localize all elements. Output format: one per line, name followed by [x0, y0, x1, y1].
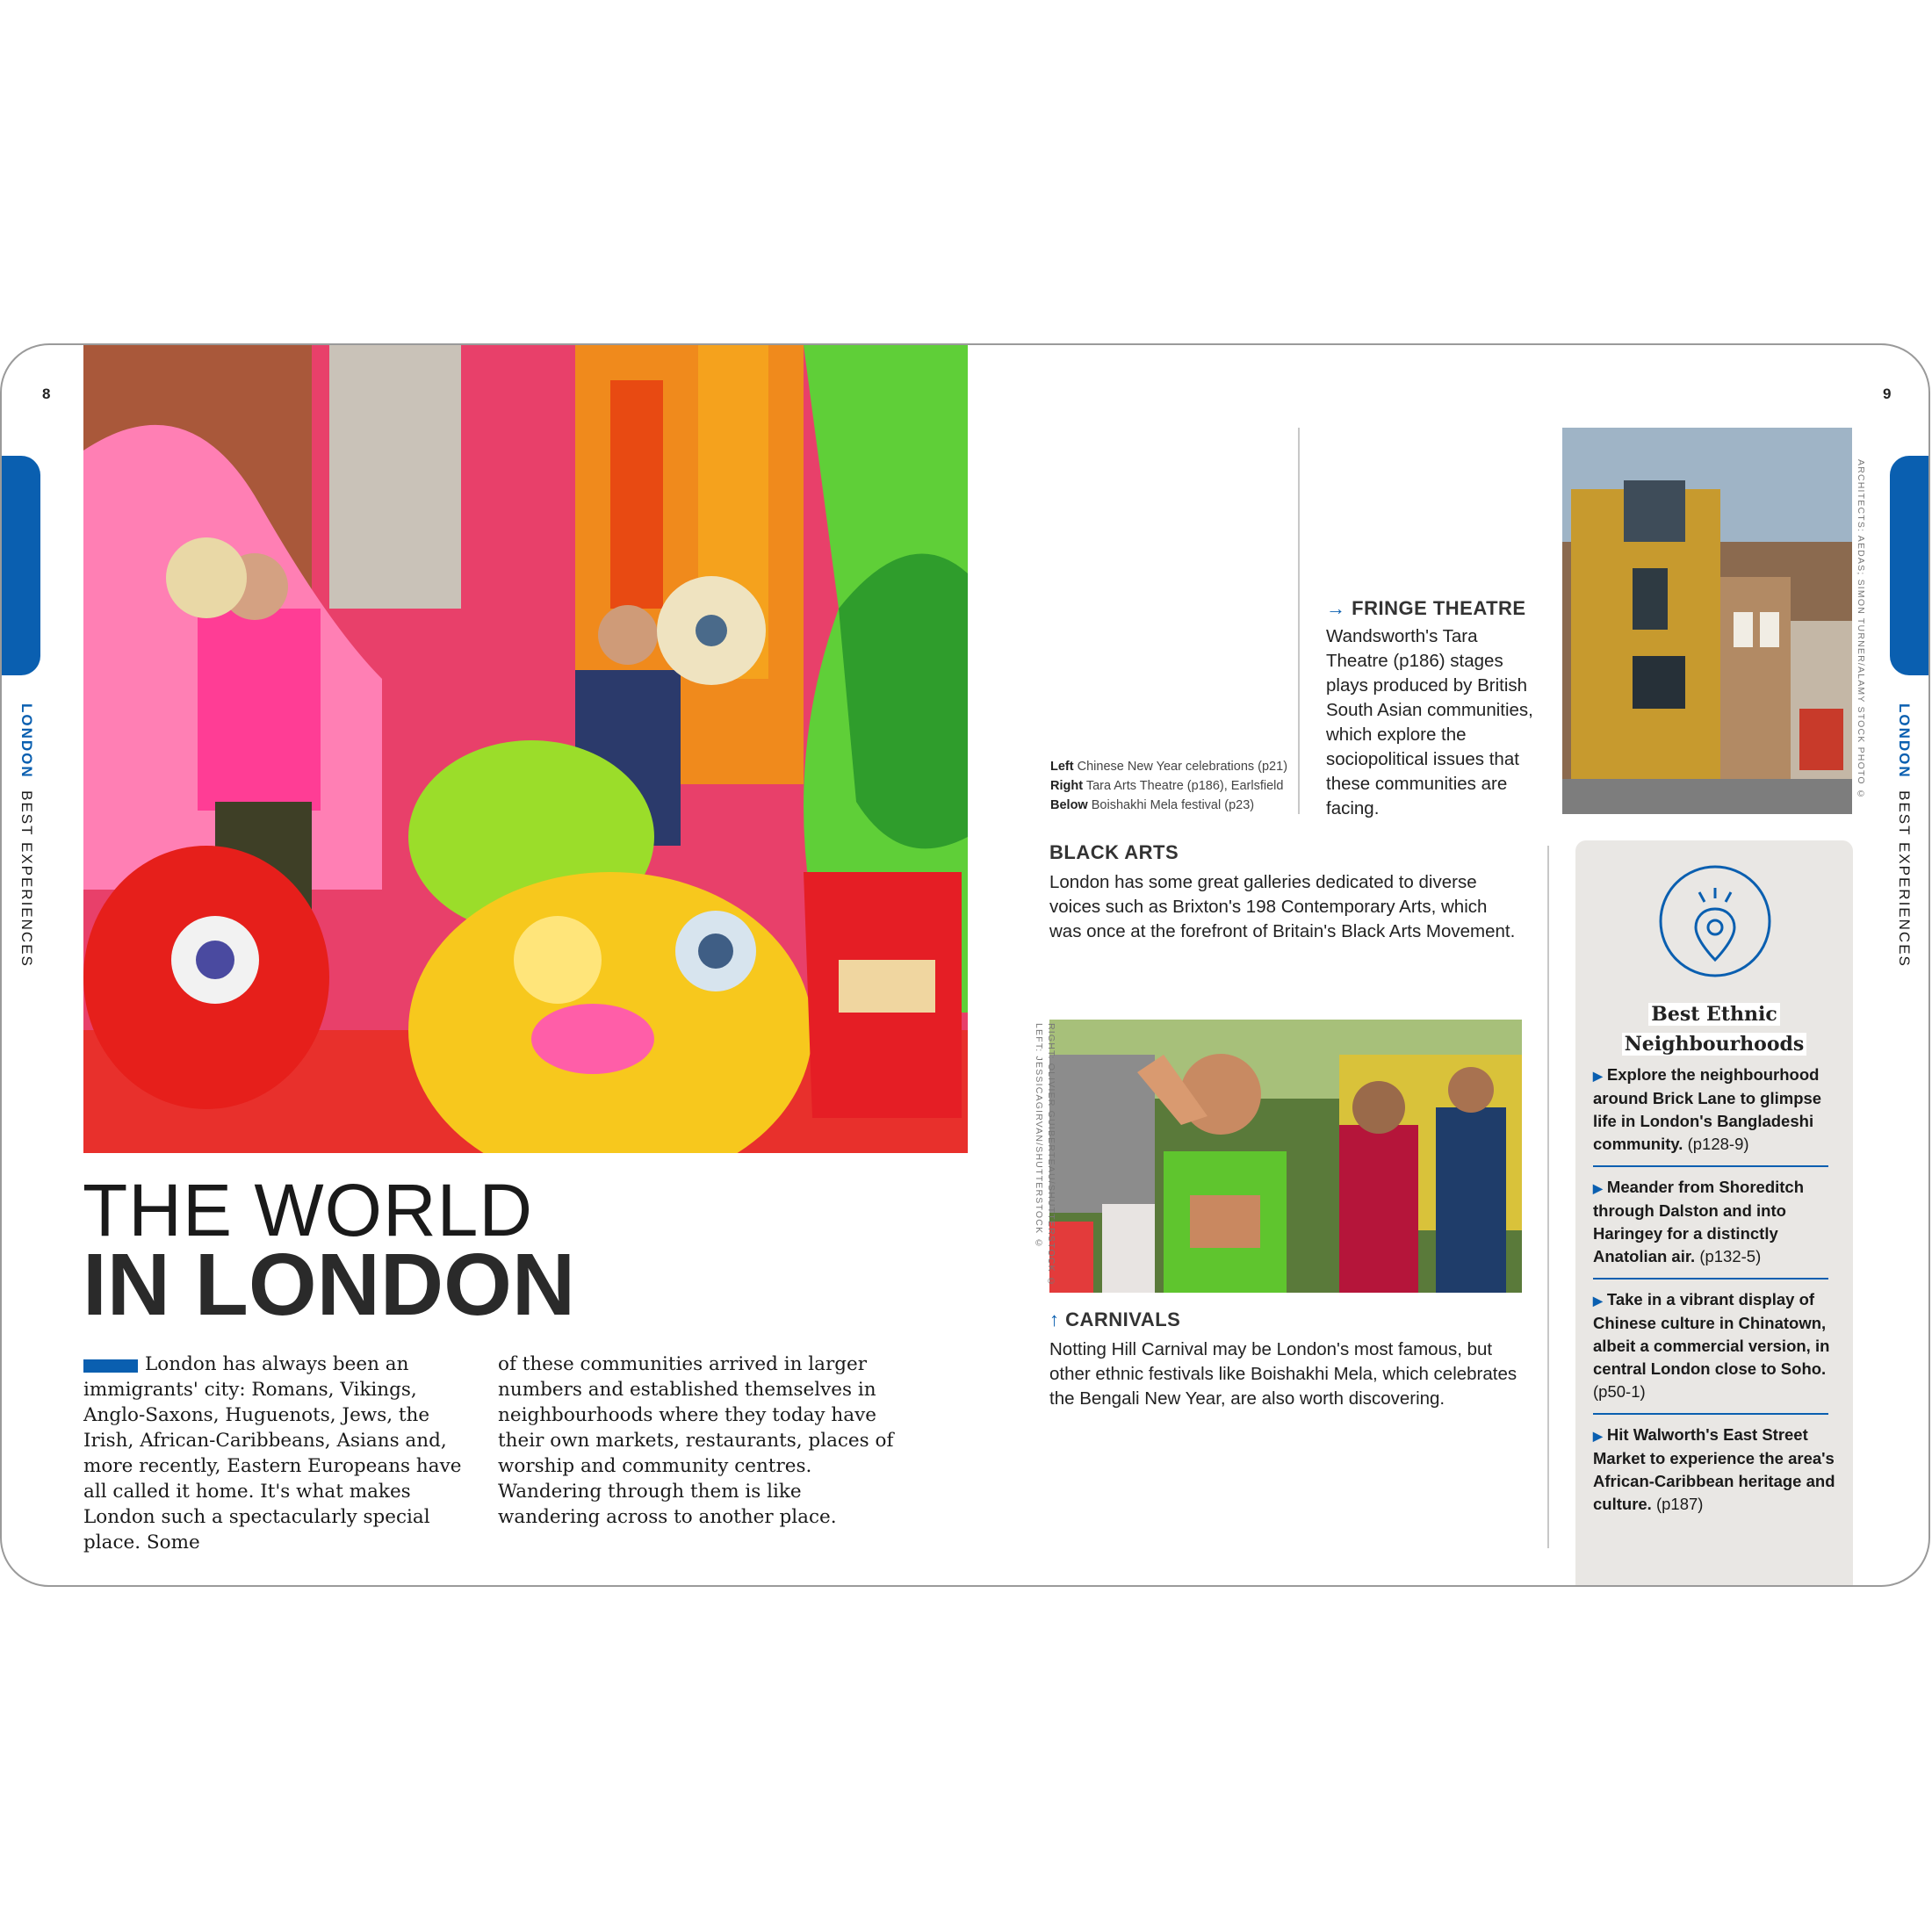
- tara-arts-theatre-photo: [1562, 428, 1852, 814]
- caption-below: Below Boishakhi Mela festival (p23): [1050, 798, 1255, 812]
- side-label-left: LONDON BEST EXPERIENCES: [18, 703, 35, 968]
- page-title-line2: IN LONDON: [83, 1236, 576, 1334]
- sidebar-item-chinatown: ▶ Take in a vibrant display of Chinese culture in Chinatown, albeit a commercial version, in central London close to Soho. (p50-1): [1593, 1290, 1830, 1401]
- chapter-tab-right: [1890, 456, 1928, 675]
- triangle-bullet-icon: ▶: [1593, 1069, 1603, 1083]
- boishakhi-mela-photo: [1049, 1020, 1522, 1293]
- photo-credit-right: ARCHITECTS: AEDAS; SIMON TURNER/ALAMY STOCK PHOTO ©: [1856, 459, 1866, 801]
- side-label-right: LONDON BEST EXPERIENCES: [1896, 703, 1913, 968]
- sidebar-title: Best Ethnic Neighbourhoods: [1575, 999, 1853, 1059]
- triangle-bullet-icon: ▶: [1593, 1429, 1603, 1443]
- caption-left: Left Chinese New Year celebrations (p21): [1050, 760, 1288, 774]
- triangle-bullet-icon: ▶: [1593, 1294, 1603, 1308]
- page-number-left: 8: [42, 386, 51, 402]
- photo-credit-left: RIGHT: OLIVIER GUIBERTEAU/SHUTTERSTOCK © LEFT: JESSICAGIRVAN/SHUTTERSTOCK ©: [1034, 1023, 1056, 1288]
- page-number-right: 9: [1883, 386, 1892, 402]
- chinese-new-year-photo: [83, 345, 968, 1153]
- fringe-theatre-text: Wandsworth's Tara Theatre (p186) stages plays produced by British South Asian communities, which explore the sociopolitical issues that these communities are facing.: [1326, 626, 1533, 818]
- location-pin-icon: [1657, 863, 1773, 979]
- arrow-right-icon: →: [1326, 597, 1346, 619]
- book-spread: [0, 343, 1930, 1587]
- sidebar-item-shoreditch: ▶ Meander from Shoreditch through Dalston and into Haringey for a distinctly Anatolian air. (p132-5): [1593, 1178, 1805, 1265]
- column-divider-top: [1298, 428, 1300, 814]
- carnivals-text: Notting Hill Carnival may be London's most famous, but other ethnic festivals like Boishakhi Mela, which celebrates the Bengali New Year, are also worth discovering.: [1049, 1339, 1517, 1409]
- sidebar-divider: [1593, 1413, 1828, 1415]
- intro-column-2: of these communities arrived in larger numbers and established themselves in neighbourhoods where they today have their own markets, restaurants, places of worship and community centres. Wandering through them is like wandering across to another place.: [498, 1353, 894, 1528]
- intro-column-1: London has always been an immigrants' city: Romans, Vikings, Anglo-Saxons, Huguenots, Jews, the Irish, African-Caribbeans, Asians and, more recently, Eastern Europeans have all called it home. It's what makes London such a spectacularly special place. Some: [83, 1353, 462, 1554]
- column-divider-right: [1547, 846, 1549, 1548]
- sidebar-divider: [1593, 1165, 1828, 1167]
- black-arts-heading: BLACK ARTS: [1049, 841, 1179, 863]
- sidebar-item-walworth: ▶ Hit Walworth's East Street Market to experience the area's African-Caribbean heritage and culture. (p187): [1593, 1425, 1835, 1513]
- caption-right: Right Tara Arts Theatre (p186), Earlsfield: [1050, 779, 1284, 793]
- arrow-up-icon: ↑: [1049, 1308, 1060, 1330]
- fringe-theatre-heading: → FRINGE THEATRE: [1326, 597, 1526, 619]
- chapter-tab-left: [2, 456, 40, 675]
- black-arts-text: London has some great galleries dedicated to diverse voices such as Brixton's 198 Contemporary Arts, which was once at the forefront of Britain's Black Arts Movement.: [1049, 872, 1516, 941]
- triangle-bullet-icon: ▶: [1593, 1181, 1603, 1195]
- sidebar-divider: [1593, 1278, 1828, 1280]
- best-ethnic-neighbourhoods-sidebar: [1575, 840, 1853, 1587]
- page-title-line1: THE WORLD: [83, 1169, 533, 1251]
- carnivals-heading: ↑ CARNIVALS: [1049, 1308, 1181, 1330]
- sidebar-item-brick-lane: ▶ Explore the neighbourhood around Brick Lane to glimpse life in London's Bangladeshi community. (p128-9): [1593, 1065, 1822, 1153]
